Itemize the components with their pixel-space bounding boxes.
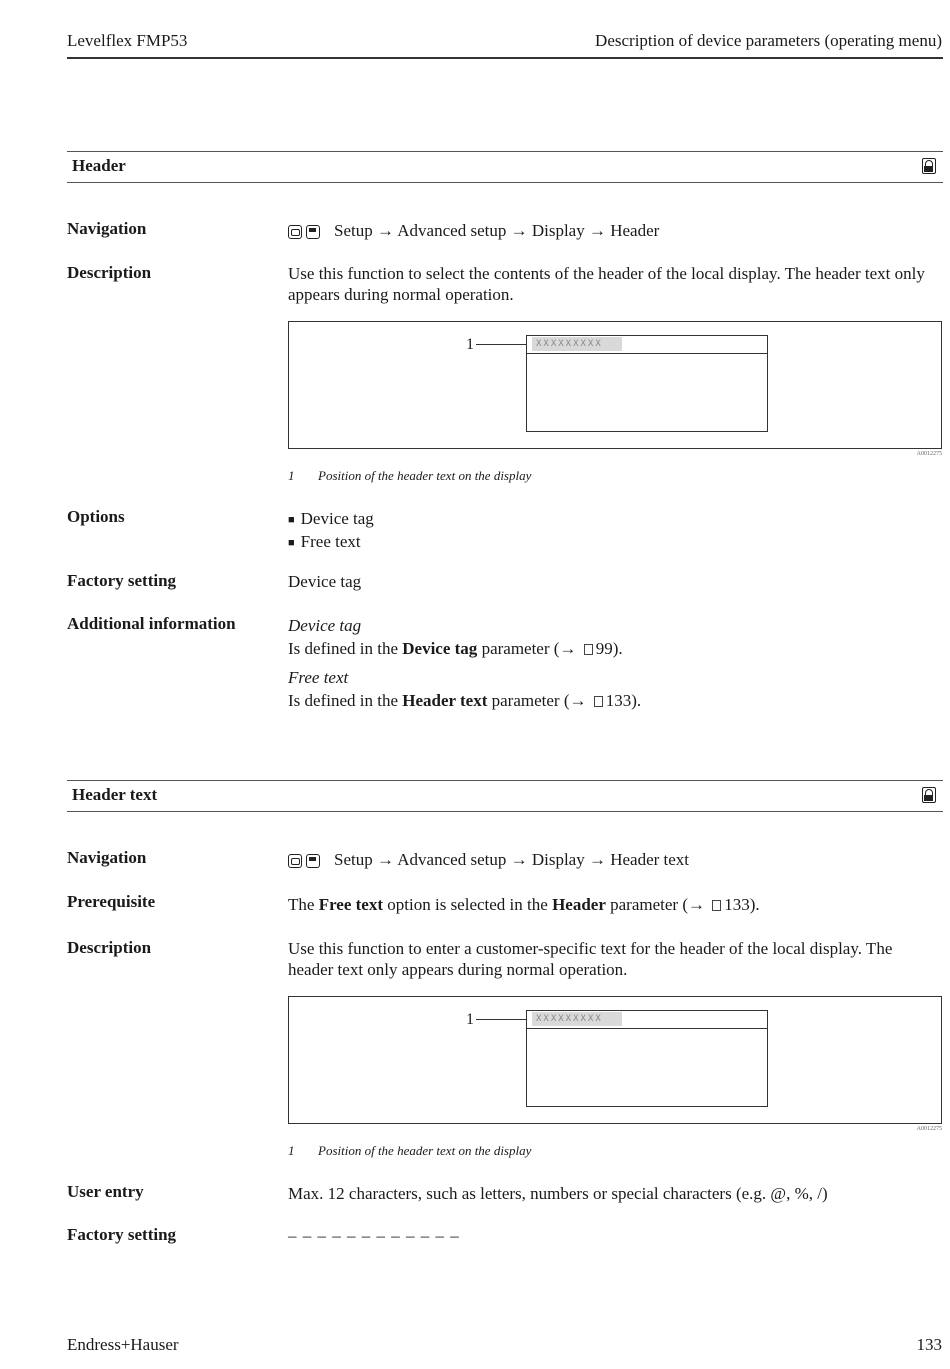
parameter-name: Header text: [402, 691, 488, 710]
additional-information: [288, 614, 938, 712]
user-entry-label: User entry: [67, 1182, 144, 1201]
factory-setting-label: Factory setting: [67, 1225, 177, 1244]
caption-number: 1: [288, 468, 295, 483]
display-illustration: [526, 335, 768, 432]
callout-line: [476, 344, 526, 345]
free-text-detail: [288, 689, 938, 712]
options-label: Options: [67, 507, 125, 526]
description-text: Use this function to select the contents of the header of the local display. The header text only appears during normal operation.: [288, 264, 925, 304]
parameter-name: Device tag: [402, 639, 478, 658]
prerequisite-label: Prerequisite: [67, 892, 156, 911]
figure-id: A0012275: [916, 451, 942, 457]
operating-display-icon: [288, 854, 302, 868]
lock-icon: [922, 787, 936, 803]
page-reference-icon: [584, 644, 593, 655]
device-tag-detail: [288, 637, 938, 660]
section-header-bar: [67, 780, 943, 812]
device-tag-heading: Device tag: [288, 616, 362, 635]
figure-caption: [288, 1143, 531, 1159]
prerequisite-part: The: [288, 895, 319, 914]
caption-number: 1: [288, 1143, 295, 1158]
page-number: 133: [916, 1335, 942, 1354]
page-reference[interactable]: 133).: [724, 895, 760, 914]
navigation-path-text: Setup → Advanced setup → Display → Header text: [334, 850, 690, 869]
section-title: Header: [72, 156, 126, 175]
page-reference-icon: [712, 900, 721, 911]
options-list: [288, 508, 938, 554]
detail-text: Is defined in the: [288, 691, 403, 710]
navigation-path: [288, 220, 938, 244]
prerequisite-part: option is selected in the: [383, 895, 553, 914]
page-reference[interactable]: 133).: [605, 691, 642, 710]
detail-text: Is defined in the: [288, 639, 403, 658]
description-label: Description: [67, 263, 152, 282]
option-item: ■ Device tag: [288, 508, 938, 531]
display-illustration: [526, 1010, 768, 1107]
description-label: Description: [67, 938, 152, 957]
free-text-heading: Free text: [288, 668, 349, 687]
display-header-band: [527, 336, 767, 354]
navigation-icons: [288, 852, 324, 873]
header-text-placeholder: XXXXXXXXX: [532, 1012, 622, 1026]
navigation-path: [288, 849, 938, 873]
prerequisite-text: [288, 894, 938, 915]
option-name: Free text: [318, 895, 384, 914]
navigation-path-text: Setup → Advanced setup → Display → Header: [334, 221, 660, 240]
page-reference[interactable]: 99).: [595, 639, 623, 658]
header-rule: [67, 57, 943, 59]
manufacturer-name: Endress+Hauser: [67, 1335, 179, 1354]
figure-caption: [288, 468, 531, 484]
document-title: Levelflex FMP53: [67, 31, 188, 50]
caption-text: Position of the header text on the display: [318, 468, 532, 483]
lock-icon: [922, 158, 936, 174]
display-header-band: [527, 1011, 767, 1029]
additional-information-label: Additional information: [67, 614, 236, 633]
navigation-icons: [288, 223, 324, 244]
section-header-bar: [67, 151, 943, 183]
chapter-title: Description of device parameters (operating menu): [595, 31, 942, 50]
operating-display-icon: [288, 225, 302, 239]
web-browser-icon: [306, 225, 320, 239]
page-reference-icon: [594, 696, 603, 707]
prerequisite-part: parameter (→: [605, 895, 710, 914]
callout-line: [476, 1019, 526, 1020]
parameter-name: Header: [552, 895, 606, 914]
section-title: Header text: [72, 785, 158, 804]
factory-setting-label: Factory setting: [67, 571, 177, 590]
detail-text: parameter (→: [487, 691, 591, 710]
detail-text: parameter (→: [477, 639, 581, 658]
description-text: Use this function to enter a customer-specific text for the header of the local display. The header text only appears during normal operation.: [288, 939, 893, 979]
user-entry-text: Max. 12 characters, such as letters, numbers or special characters (e.g. @, %, /): [288, 1184, 828, 1203]
header-text-placeholder: XXXXXXXXX: [532, 337, 622, 351]
navigation-label: Navigation: [67, 848, 147, 867]
callout-number: 1: [466, 336, 474, 353]
callout-number: 1: [466, 1011, 474, 1028]
navigation-label: Navigation: [67, 219, 147, 238]
display-figure: [288, 996, 942, 1124]
web-browser-icon: [306, 854, 320, 868]
figure-id: A0012275: [916, 1126, 942, 1132]
factory-setting-value: Device tag: [288, 572, 362, 591]
display-figure: [288, 321, 942, 449]
option-item: ■ Free text: [288, 531, 938, 554]
caption-text: Position of the header text on the display: [318, 1143, 532, 1158]
factory-setting-value: – – – – – – – – – – – –: [288, 1226, 460, 1245]
